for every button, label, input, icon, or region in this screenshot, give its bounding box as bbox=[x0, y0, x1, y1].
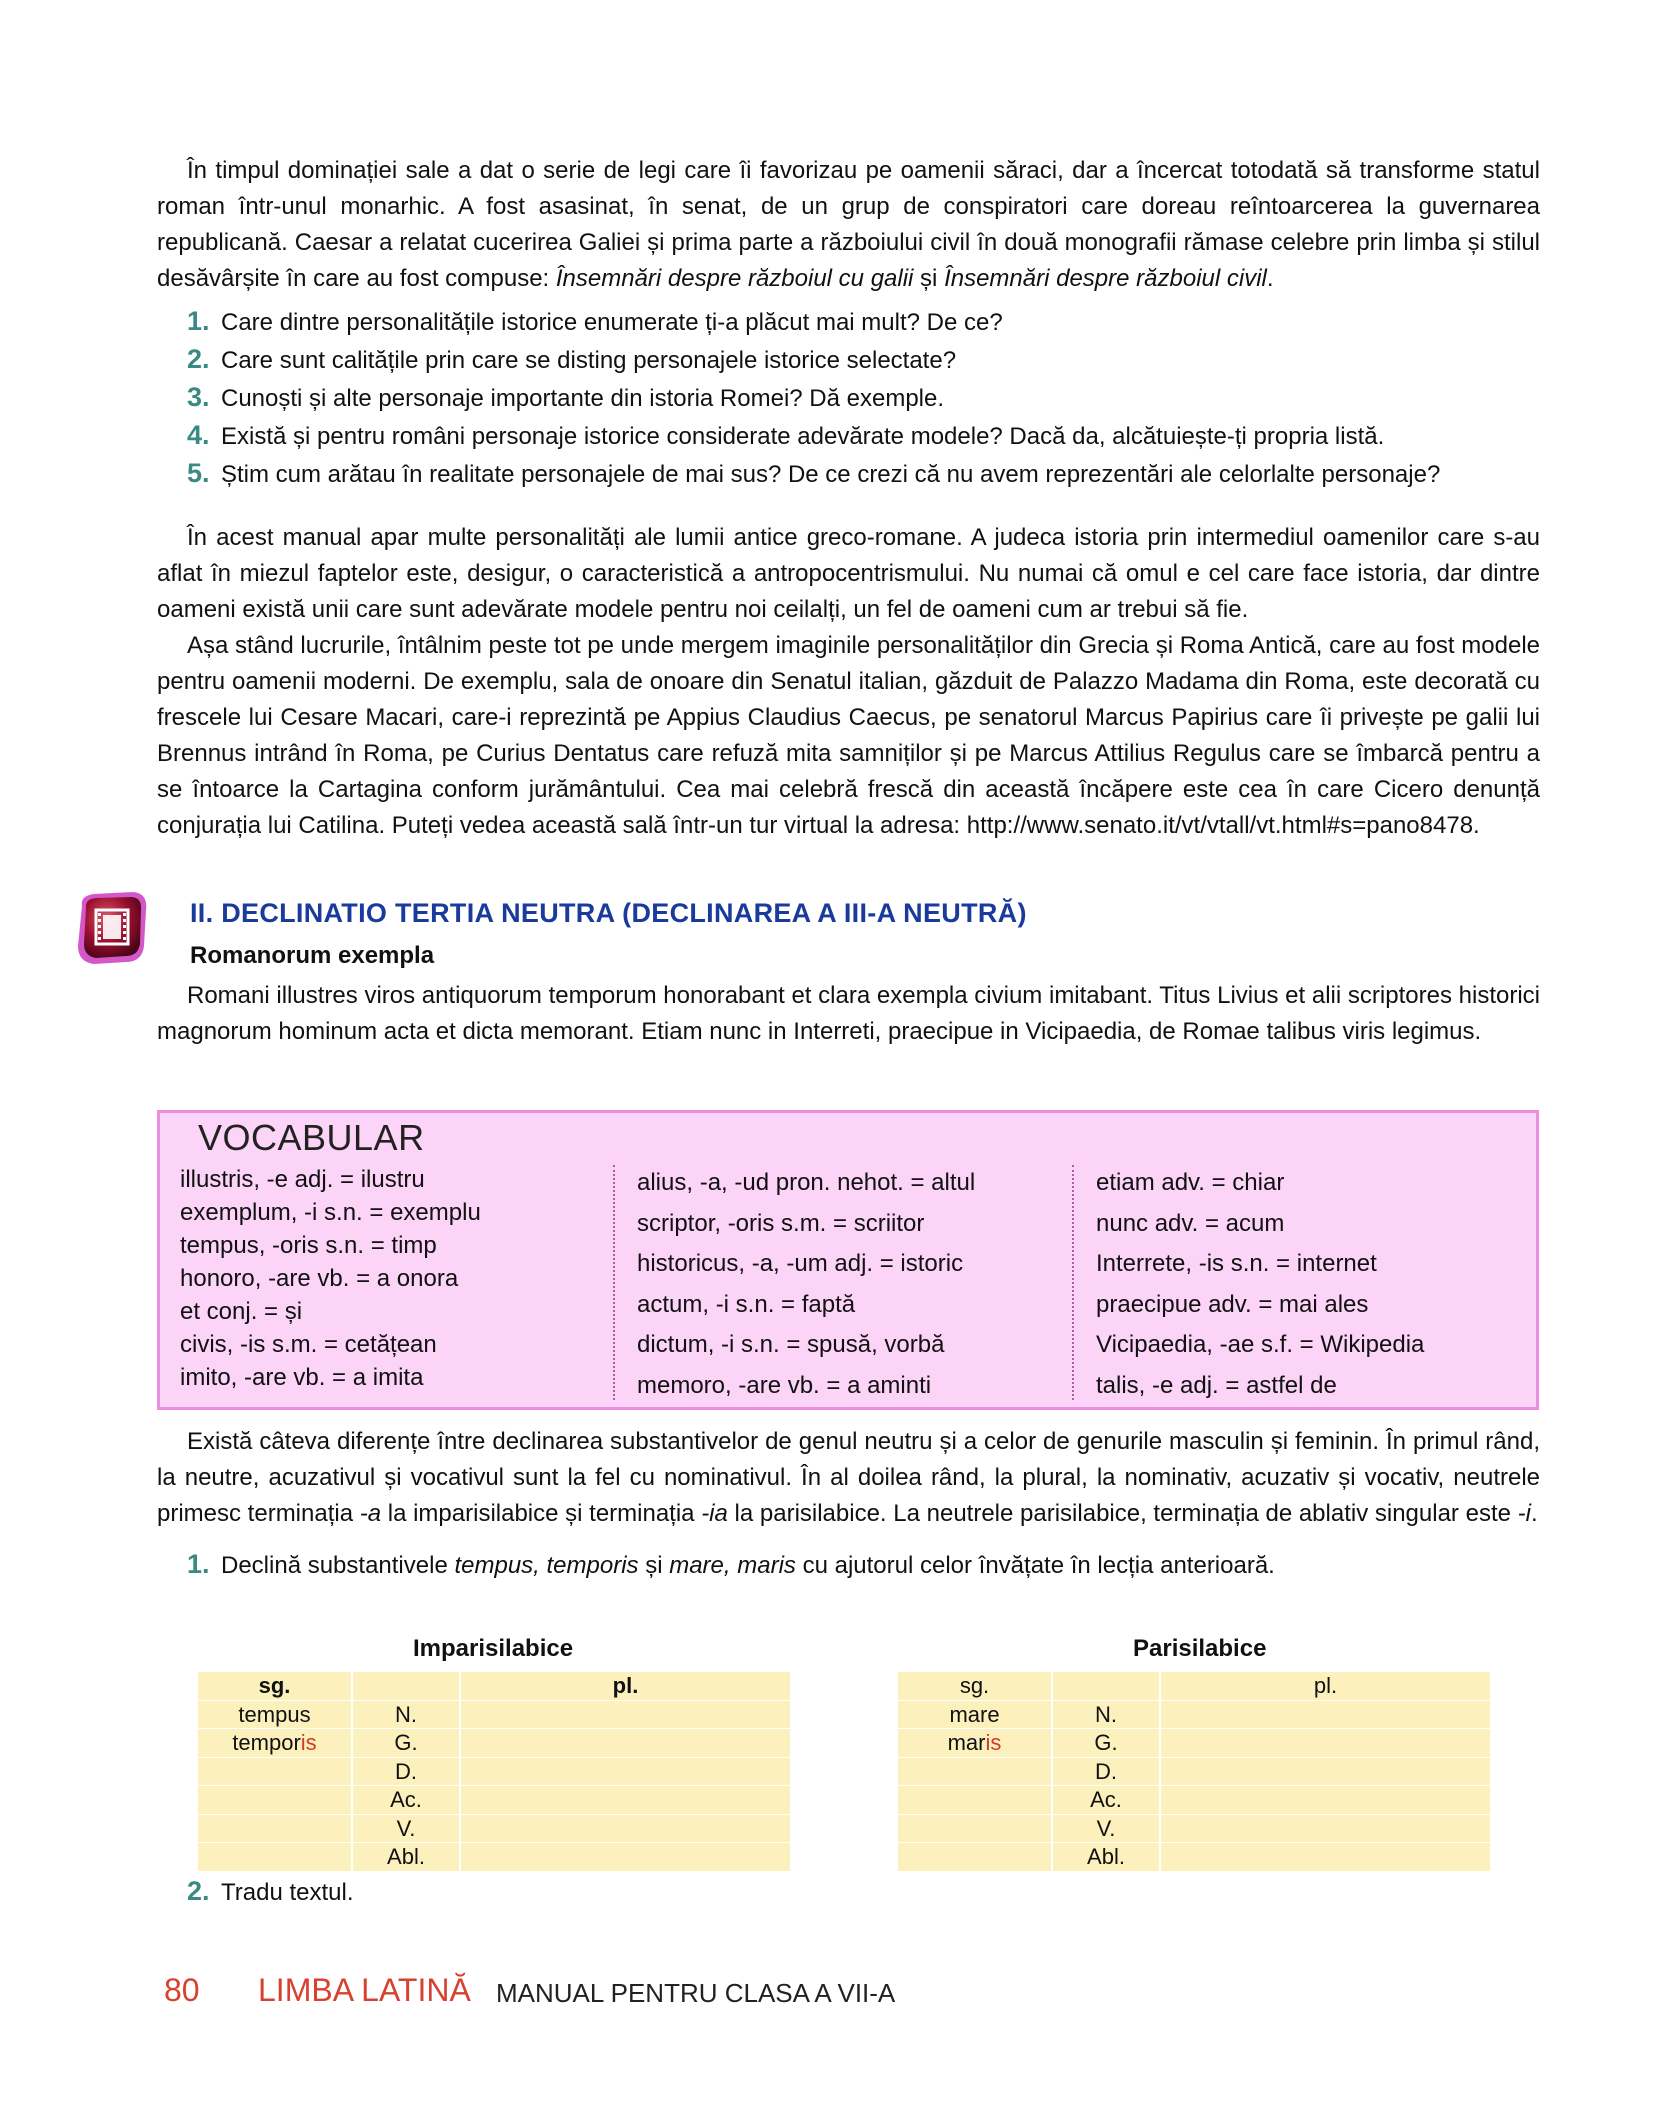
personalities-block bbox=[157, 520, 1540, 844]
personalities-paragraph: În acest manual apar multe personalități ale lumii antice greco-romane. A judeca istoria prin intermediul oamenilor care s-au aflat în miezul faptelor este, desigur, o caracteristică a antropocentrismului. Nu numai că omul e cel care face istoria, dar dintre oameni există unii care sunt adevărate modele pentru noi ceilalți, un fel de oameni cum ar trebui să fie. bbox=[157, 524, 1540, 623]
question-item: 4. Există și pentru români personaje istorice considerate adevărate modele? Dacă da, alcătuiește-ți propria listă. bbox=[187, 420, 1385, 450]
neuter-explanation-block bbox=[157, 1424, 1540, 1584]
latin-text-block bbox=[157, 978, 1540, 1050]
table-row: D. bbox=[898, 1758, 1490, 1786]
table-row: Ac. bbox=[898, 1786, 1490, 1814]
question-item: 5. Știm cum arătau în realitate personajele de mai sus? De ce crezi că nu avem reprezentări ale celorlalte personaje? bbox=[187, 458, 1441, 488]
vocab-entry: honoro, -are vb. = a onora bbox=[180, 1265, 459, 1292]
caesar-paragraph: În timpul dominației sale a dat o serie de legi care îi favorizau pe oamenii săraci, dar a încercat totodată să transforme statul roman într-unul monarhic. A fost asasinat, în senat, de un grup de conspiratori care doreau reîntoarcerea la guvernarea republicană. Caesar a relatat cucerirea Galiei și prima parte a războiului civil în două monografii rămase celebre prin limba și stilul desăvârșite în care au fost compuse: Însemnări despre războiul cu galii și Însemnări despre războiul civil. bbox=[157, 157, 1540, 292]
film-icon bbox=[72, 888, 152, 968]
neuter-explanation: Există câteva diferențe între declinarea substantivelor de genul neutru și a celor de genurile masculin și feminin. În primul rând, la neutre, acuzativul și vocativul sunt la fel cu nominativul. În al doilea rând, la plural, la nominativ, acuzativ și vocativ, neutrele primesc terminația -a la imparisilabice și terminația -ia la parisilabice. La neutrele parisilabice, terminația de ablativ singular este -i. bbox=[157, 1428, 1540, 1527]
table-row: sg. pl. bbox=[198, 1672, 790, 1700]
table-row: D. bbox=[198, 1758, 790, 1786]
vocab-entry: dictum, -i s.n. = spusă, vorbă bbox=[637, 1331, 945, 1358]
table-row: sg. pl. bbox=[898, 1672, 1490, 1700]
vocab-entry: et conj. = și bbox=[180, 1298, 303, 1325]
vocab-entry: actum, -i s.n. = faptă bbox=[637, 1290, 856, 1318]
vocab-entry: Interrete, -is s.n. = internet bbox=[1096, 1250, 1377, 1277]
vocabulary-title: VOCABULAR bbox=[198, 1117, 425, 1158]
table-row: mare N. bbox=[898, 1701, 1490, 1729]
exercise-1: 1. Declină substantivele tempus, temporis și mare, maris cu ajutorul celor învățate în lecția anterioară. bbox=[187, 1549, 1275, 1579]
vocab-column-2 bbox=[637, 1163, 975, 1406]
vocab-entry: etiam adv. = chiar bbox=[1096, 1169, 1285, 1196]
vocab-divider bbox=[613, 1165, 615, 1400]
table-row: Ac. bbox=[198, 1786, 790, 1814]
vocab-entry: talis, -e adj. = astfel de bbox=[1096, 1371, 1337, 1399]
section-title: II. DECLINATIO TERTIA NEUTRA (DECLINAREA A III-A NEUTRĂ) bbox=[190, 898, 1027, 928]
table-row: tempus N. bbox=[198, 1701, 790, 1729]
book-title: LIMBA LATINĂ bbox=[258, 1972, 471, 2008]
intro-paragraph-block bbox=[157, 153, 1540, 493]
vocab-entry: scriptor, -oris s.m. = scriitor bbox=[637, 1209, 925, 1237]
vocab-entry: praecipue adv. = mai ales bbox=[1096, 1290, 1369, 1318]
senate-paragraph: Așa stând lucrurile, întâlnim peste tot pe unde mergem imaginile personalităților din Grecia și Roma Antică, care au fost modele pentru oamenii moderni. De exemplu, sala de onoare din Senatul italian, găzduit de Palazzo Madama din Roma, este decorată cu frescele lui Cesare Macari, care-i reprezintă pe Appius Claudius Caecus, pe senatorul Marcus Papirius care îi privește pe galii lui Brennus intrând în Roma, pe Curius Dentatus care refuză mita samniților și pe Marcus Attilius Regulus care se îmbarcă pentru a se întoarce la Cartagina conform jurământului. Cea mai celebră frescă din această încăpere este cea în care Cicero denunță conjurația lui Catilina. Puteți vedea această sală într-un tur virtual la adresa: http://www.senato.it/vt/vtall/vt.html#s=pano8478. bbox=[157, 632, 1540, 839]
imparisyllabic-table bbox=[196, 1671, 792, 1872]
table-row: Abl. bbox=[198, 1843, 790, 1871]
book-title-2: Însemnări despre războiul civil bbox=[944, 265, 1267, 292]
vocab-column-1 bbox=[180, 1163, 481, 1394]
vocab-entry: civis, -is s.m. = cetățean bbox=[180, 1331, 437, 1358]
vocab-divider bbox=[1072, 1165, 1074, 1400]
parisyllabic-caption: Parisilabice bbox=[1133, 1635, 1267, 1662]
parisyllabic-table bbox=[896, 1671, 1492, 1872]
vocab-column-3 bbox=[1096, 1163, 1424, 1406]
vocab-entry: historicus, -a, -um adj. = istoric bbox=[637, 1250, 964, 1277]
table-row: Abl. bbox=[898, 1843, 1490, 1871]
vocab-entry: alius, -a, -ud pron. nehot. = altul bbox=[637, 1169, 976, 1196]
vocab-entry: exemplum, -i s.n. = exemplu bbox=[180, 1199, 481, 1226]
table-row: V. bbox=[198, 1815, 790, 1843]
book-subtitle: MANUAL PENTRU CLASA A VII-A bbox=[496, 1978, 896, 2008]
question-list bbox=[157, 303, 1540, 493]
vocab-entry: tempus, -oris s.n. = timp bbox=[180, 1232, 437, 1259]
section-subtitle: Romanorum exempla bbox=[190, 942, 435, 969]
imparisyllabic-caption: Imparisilabice bbox=[413, 1635, 574, 1662]
table-row: V. bbox=[898, 1815, 1490, 1843]
question-item: 3. Cunoști și alte personaje importante din istoria Romei? Dă exemple. bbox=[187, 382, 945, 412]
page-number: 80 bbox=[164, 1972, 200, 2008]
vocab-entry: imito, -are vb. = a imita bbox=[180, 1364, 424, 1391]
vocabulary-box bbox=[157, 1110, 1539, 1410]
vocab-entry: nunc adv. = acum bbox=[1096, 1209, 1285, 1237]
table-row: maris G. bbox=[898, 1729, 1490, 1757]
book-title-1: Însemnări despre războiul cu galii bbox=[555, 265, 914, 292]
exercise-2: 2. Tradu textul. bbox=[187, 1876, 354, 1906]
latin-text: Romani illustres viros antiquorum temporum honorabant et clara exempla civium imitabant. Titus Livius et alii scriptores historici magnorum hominum acta et dicta memorant. Etiam nunc in Interreti, praecipue in Vicipaedia, de Romae talibus viris legimus. bbox=[157, 982, 1540, 1045]
question-item: 2. Care sunt calitățile prin care se disting personajele istorice selectate? bbox=[187, 344, 957, 374]
table-row: temporis G. bbox=[198, 1729, 790, 1757]
vocab-entry: illustris, -e adj. = ilustru bbox=[180, 1166, 425, 1193]
vocab-entry: memoro, -are vb. = a aminti bbox=[637, 1371, 932, 1399]
question-item: 1. Care dintre personalitățile istorice enumerate ți-a plăcut mai mult? De ce? bbox=[187, 306, 1003, 336]
vocab-entry: Vicipaedia, -ae s.f. = Wikipedia bbox=[1096, 1331, 1425, 1358]
